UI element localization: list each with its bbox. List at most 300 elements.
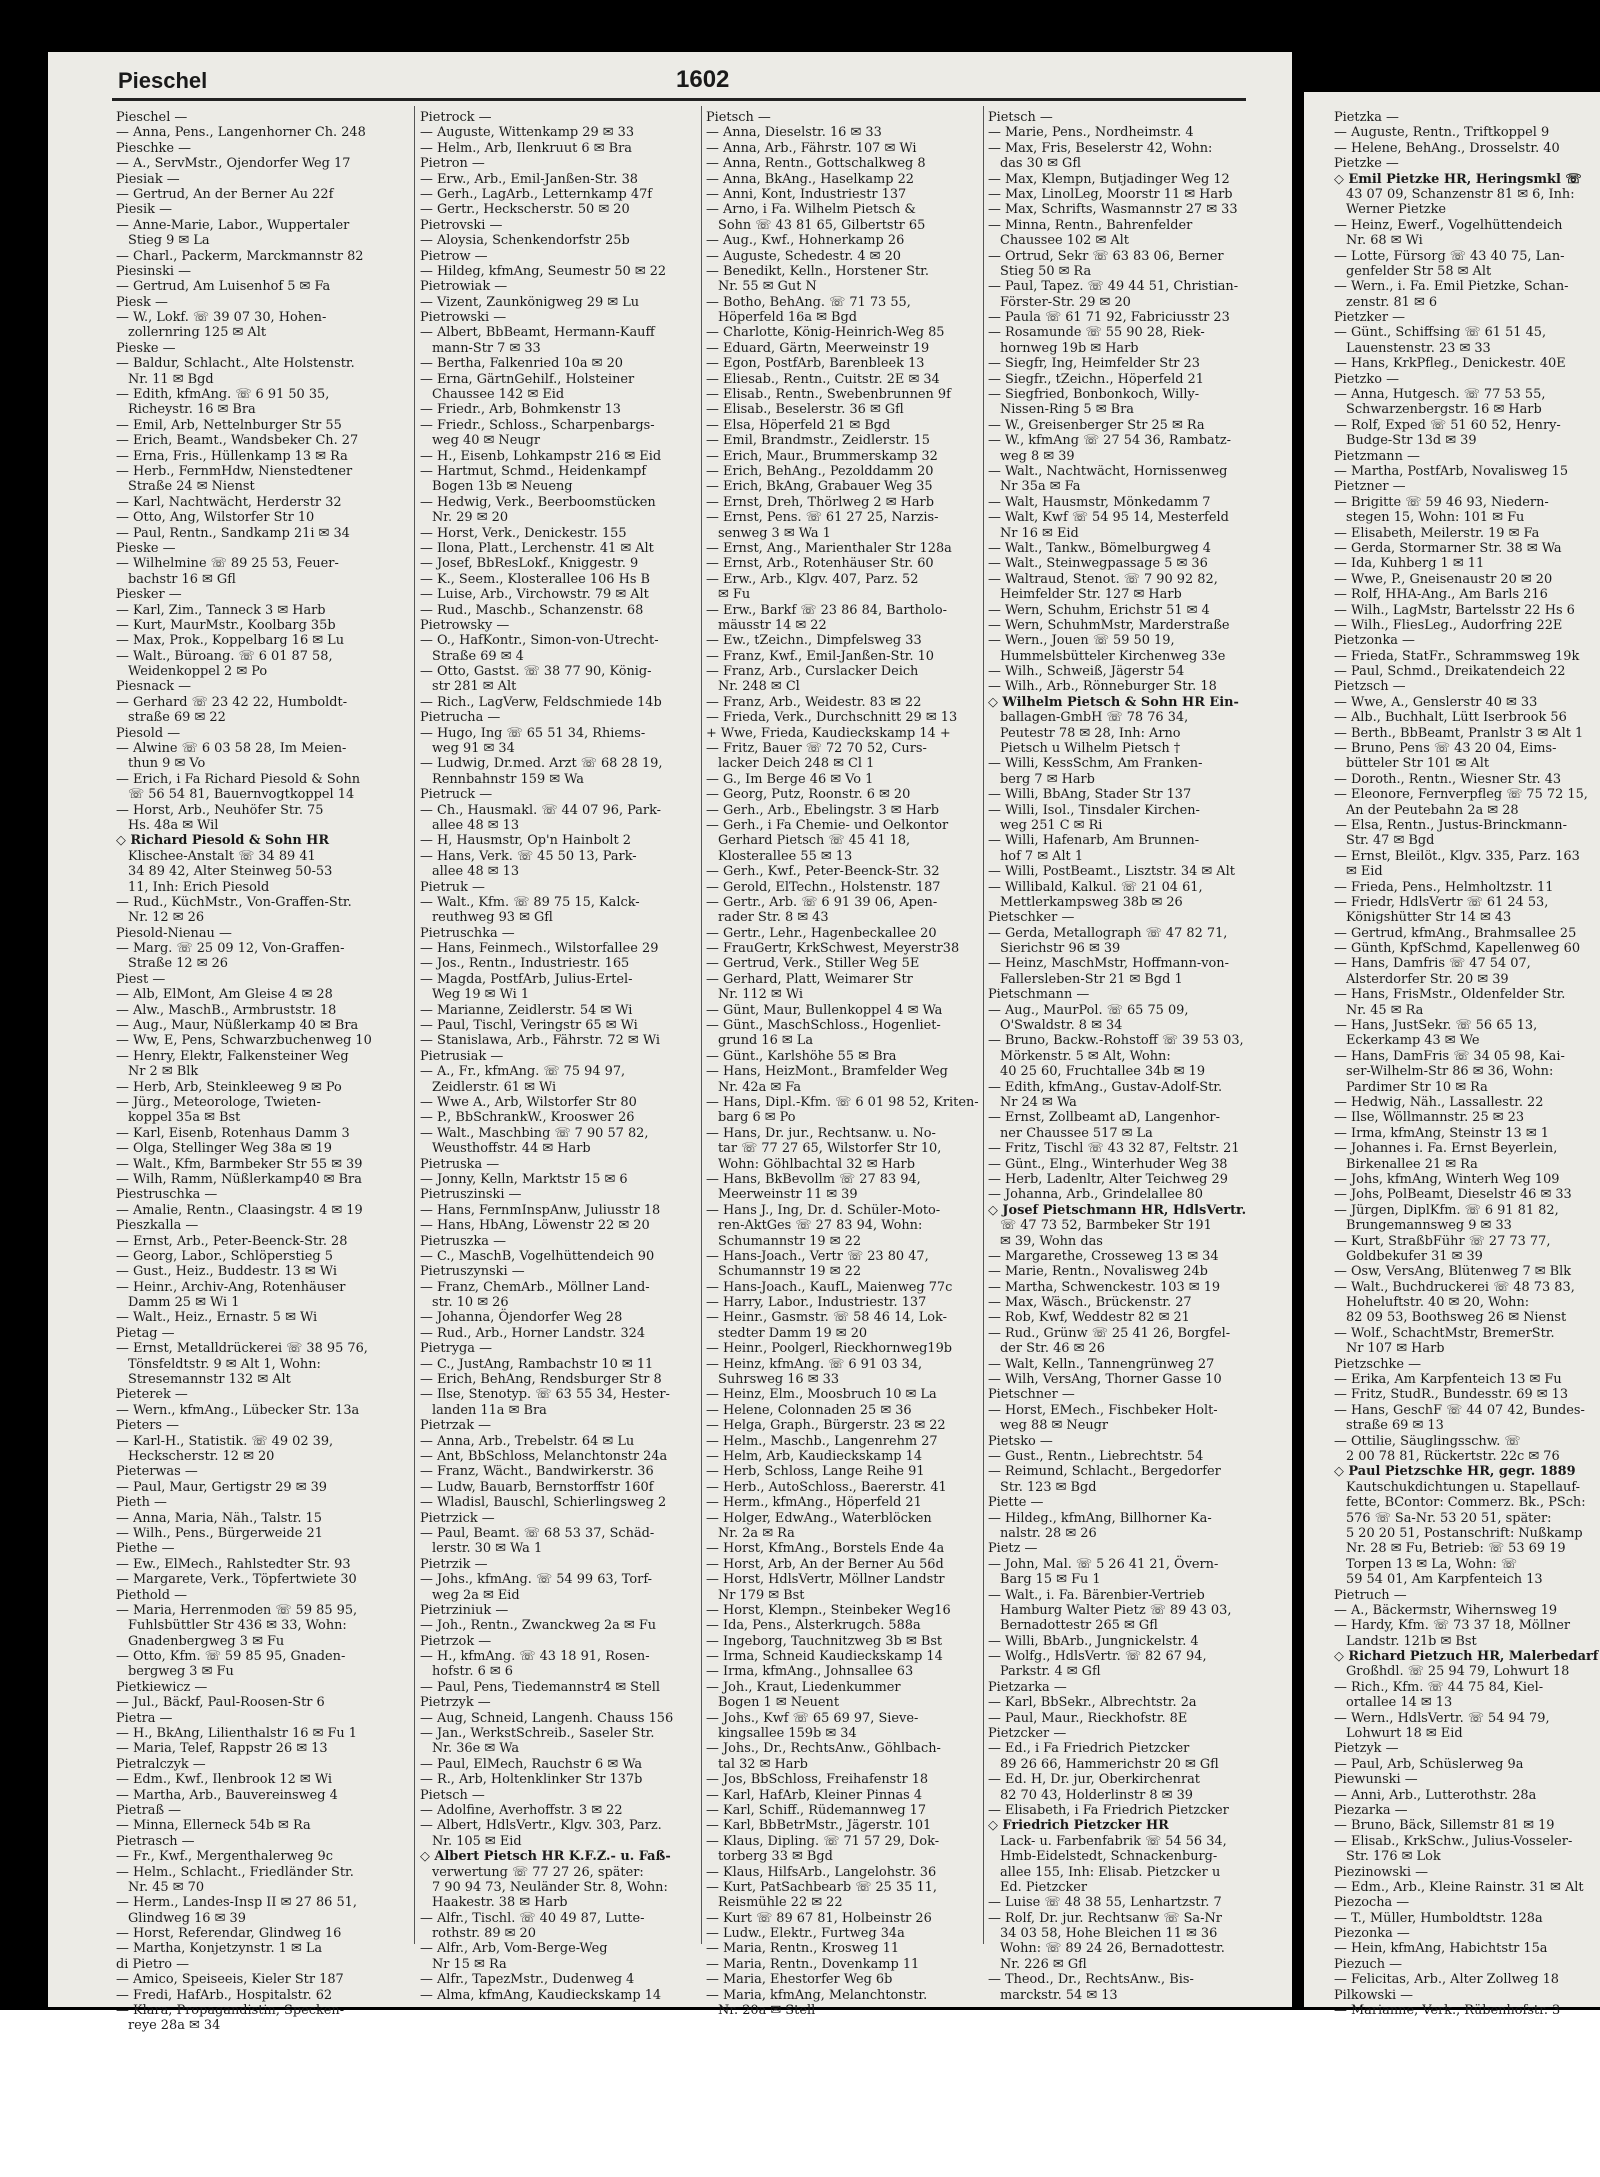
directory-entry-line: — Walt., Tankw., Bömelburgweg 4 [988,540,1211,556]
directory-column-5 [1334,110,1599,2019]
directory-entry-line: — W., Greisenberger Str 25 ✉ Ra [988,417,1205,433]
directory-entry-line: allee 155, Inh: Elisab. Pietzcker u [1000,1864,1221,1880]
directory-entry-line: — Hans J., Ing, Dr. d. Schüler-Moto- [706,1202,941,1218]
directory-entry-line: kingsallee 159b ✉ 34 [718,1726,857,1742]
directory-entry-line: Mettlerkampsweg 38b ✉ 26 [1000,894,1183,910]
directory-entry-line: hof 7 ✉ Alt 1 [1000,848,1084,864]
directory-entry-line: — Klaus, Dipling. ☏ 71 57 29, Dok- [706,1833,940,1849]
directory-entry-line: Piewunski — [1334,1772,1418,1788]
directory-entry-line: weg 91 ✉ 34 [432,741,515,757]
directory-entry-line: — Karl, Eisenb, Rotenhaus Damm 3 [116,1125,350,1141]
directory-entry-line: — Rud., Grünw ☏ 25 41 26, Borgfel- [988,1325,1231,1341]
directory-entry-line: — Max, Klempn, Butjadinger Weg 12 [988,171,1230,187]
directory-entry-line: — Waltraud, Stenot. ☏ 7 90 92 82, [988,571,1218,587]
directory-entry-line: — Wern., Jouen ☏ 59 50 19, [988,633,1175,649]
directory-entry-line: — Franz, Arb., Weidestr. 83 ✉ 22 [706,694,922,710]
directory-entry-line: — Wern, SchuhmMstr, Marderstraße [988,617,1230,633]
directory-entry-line: Piesk — [116,294,168,310]
directory-entry-line: Piesik — [116,202,172,218]
directory-entry-line: 82 09 53, Boothsweg 26 ✉ Nienst [1346,1310,1567,1326]
directory-entry-line: Pietrzyk — [420,1695,491,1711]
directory-entry-line: straße 69 ✉ 22 [128,710,226,726]
directory-entry-line: — Margarete, Verk., Töpfertwiete 30 [116,1572,357,1588]
directory-entry-line: — Rich., LagVerw, Feldschmiede 14b [420,694,662,710]
directory-entry-line: Weidenkoppel 2 ✉ Po [128,664,268,680]
directory-entry-line: Nr. 68 ✉ Wi [1346,233,1423,249]
directory-entry-line: 7 90 94 73, Neuländer Str. 8, Wohn: [432,1879,668,1895]
directory-entry-line: — Anna, Rentn., Gottschalkweg 8 [706,156,926,172]
directory-entry-line: — Ilse, Stenotyp. ☏ 63 55 34, Hester- [420,1387,670,1403]
directory-entry-line: — Karl-H., Statistik. ☏ 49 02 39, [116,1433,334,1449]
directory-entry-line: — Günt., MaschSchloss., Hogenliet- [706,1018,941,1034]
directory-entry-line: Pietsko — [988,1433,1053,1449]
directory-entry-line: Richeystr. 16 ✉ Bra [128,402,256,418]
directory-entry-line: — Johs, PolBeamt, Dieselstr 46 ✉ 33 [1334,1187,1572,1203]
directory-entry-line: Hoheluftstr. 40 ✉ 20, Wohn: [1346,1295,1530,1311]
directory-entry-line: ballagen-GmbH ☏ 78 76 34, [1000,710,1189,726]
directory-entry-line: Königshütter Str 14 ✉ 43 [1346,910,1512,926]
directory-entry-line: reye 28a ✉ 34 [128,2018,221,2034]
directory-entry-line: — G., Im Berge 46 ✉ Vo 1 [706,771,874,787]
directory-entry-line: — Arno, i Fa. Wilhelm Pietsch & [706,202,916,218]
directory-entry-line: — Siegfr, Ing, Heimfelder Str 23 [988,356,1200,372]
directory-entry-line: Str. 123 ✉ Bgd [1000,1479,1097,1495]
directory-entry-line: — Eliesab., Rentn., Cuitstr. 2E ✉ 34 [706,371,940,387]
directory-entry-line: — Hartmut, Schmd., Heidenkampf [420,463,647,479]
directory-entry-line: bergweg 3 ✉ Fu [128,1664,234,1680]
directory-entry-line: Pietzke — [1334,156,1399,172]
directory-entry-line: barg 6 ✉ Po [718,1110,796,1126]
directory-entry-line: — Helm, Arb, Kaudieckskamp 14 [706,1448,923,1464]
directory-entry-line: — Ew., tZeichn., Dimpfelsweg 33 [706,633,922,649]
directory-entry-line: — Fritz, StudR., Bundesstr. 69 ✉ 13 [1334,1387,1569,1403]
directory-entry-line: — Walt, Kwf ☏ 54 95 14, Mesterfeld [988,510,1229,526]
directory-entry-line: — Rich., Kfm. ☏ 44 75 84, Kiel- [1334,1679,1544,1695]
directory-entry-line: Pietrasch — [116,1833,195,1849]
directory-entry-line: Mörkenstr. 5 ✉ Alt, Wohn: [1000,1048,1171,1064]
directory-entry-line: — Vizent, Zaunkönigweg 29 ✉ Lu [420,294,640,310]
directory-entry-line: Stresemannstr 132 ✉ Alt [128,1372,291,1388]
directory-entry-line: — Hedwig, Verk., Beerboomstücken [420,494,656,510]
directory-entry-line: — Helm., Arb, Ilenkruut 6 ✉ Bra [420,140,632,156]
directory-entry-line: Pieszkalla — [116,1218,199,1234]
directory-entry-line: — Erna, GärtnGehilf., Holsteiner [420,371,635,387]
directory-entry-line: Pietron — [420,156,485,172]
directory-entry-line: — Theod., Dr., RechtsAnw., Bis- [988,1972,1194,1988]
directory-entry-line: 89 26 66, Hammerichstr 20 ✉ Gfl [1000,1756,1219,1772]
directory-column-4 [988,110,1270,2003]
directory-entry-line: Nr. 12 ✉ 26 [128,910,205,926]
directory-entry-line: — Hein, kfmAng, Habichtstr 15a [1334,1941,1548,1957]
directory-entry-line: — Anna, Hutgesch. ☏ 77 53 55, [1334,387,1546,403]
directory-entry-line: Nr. 248 ✉ Cl [718,679,800,695]
directory-entry-line: — Wern., kfmAng., Lübecker Str. 13a [116,1402,360,1418]
directory-entry-line: Pietsch — [988,110,1053,125]
directory-entry-line: — Ilse, Wöllmannstr. 25 ✉ 23 [1334,1110,1525,1126]
directory-column-1 [116,110,398,2034]
directory-entry-line: Heimfelder Str. 127 ✉ Harb [1000,587,1182,603]
directory-entry-line: — Herm., kfmAng., Höperfeld 21 [706,1495,922,1511]
directory-entry-line: — Wilh., LagMstr, Bartelsstr 22 Hs 6 [1334,602,1575,618]
directory-entry-line: — Minna, Rentn., Bahrenfelder [988,217,1193,233]
directory-entry-line: — Paul, Rentn., Sandkamp 21i ✉ 34 [116,525,350,541]
directory-entry-line: — Helene, Colonnaden 25 ✉ 36 [706,1402,912,1418]
directory-entry-line: — Walt., Heiz., Ernastr. 5 ✉ Wi [116,1310,318,1326]
directory-entry-line: Bogen 13b ✉ Neueng [432,479,573,495]
directory-entry-line: — Hans, HbAng, Löwenstr 22 ✉ 20 [420,1218,650,1234]
directory-entry-line: — Amalie, Rentn., Claasingstr. 4 ✉ 19 [116,1202,363,1218]
directory-entry-line: — Herb., FernmHdw, Nienstedtener [116,463,353,479]
directory-entry-line: str. 10 ✉ 26 [432,1295,509,1311]
directory-entry-line: — Hildeg, kfmAng, Seumestr 50 ✉ 22 [420,263,667,279]
directory-entry-line: Pietrowski — [420,310,507,326]
directory-entry-line: Pietrow — [420,248,488,264]
directory-entry-line: — Max, Prok., Koppelbarg 16 ✉ Lu [116,633,345,649]
directory-entry-line: — Rosamunde ☏ 55 90 28, Riek- [988,325,1205,341]
directory-entry-line: das 30 ✉ Gfl [1000,156,1081,172]
directory-entry-line: Suhrsweg 16 ✉ 33 [718,1372,840,1388]
directory-entry-line: senweg 3 ✉ Wa 1 [718,525,831,541]
directory-entry-line: — Gertr., Heckscherstr. 50 ✉ 20 [420,202,630,218]
directory-entry-line: — Joh., Rentn., Zwanckweg 2a ✉ Fu [420,1618,657,1634]
directory-entry-line: — Günt., Elng., Winterhuder Weg 38 [988,1156,1228,1172]
directory-entry-line: — Anna, Arb., Trebelstr. 64 ✉ Lu [420,1433,635,1449]
directory-entry-line: Nr 107 ✉ Harb [1346,1341,1445,1357]
directory-entry-line: — Heinr., Poolgerl, Rieckhornweg19b [706,1341,953,1357]
directory-entry-line: Reismühle 22 ✉ 22 [718,1895,843,1911]
directory-entry-line: — Erich, i Fa Richard Piesold & Sohn [116,771,361,787]
directory-entry-line: — Martha, Konjetzynstr. 1 ✉ La [116,1941,323,1957]
directory-entry-line: — Hans-Joach., Vertr ☏ 23 80 47, [706,1248,929,1264]
directory-entry-line: — Otto, Ang, Wilstorfer Str 10 [116,510,315,526]
directory-entry-line: Pieske — [116,540,176,556]
directory-entry-line: — H., kfmAng. ☏ 43 18 91, Rosen- [420,1649,650,1665]
directory-entry-line: — Willi, PostBeamt., Lisztstr. 34 ✉ Alt [988,864,1235,880]
directory-entry-line: Pietrzick — [420,1510,495,1526]
directory-entry-line: — Rud., KüchMstr., Von-Graffen-Str. [116,894,352,910]
directory-entry-line: marckstr. 54 ✉ 13 [1000,1987,1118,2003]
directory-entry-line: lacker Deich 248 ✉ Cl 1 [718,756,875,772]
directory-entry-line: — Max, Schrifts, Wasmannstr 27 ✉ 33 [988,202,1238,218]
directory-entry-line: berg 7 ✉ Harb [1000,771,1095,787]
directory-entry-line: Budge-Str 13d ✉ 39 [1346,433,1477,449]
directory-entry-line: Goldbekufer 31 ✉ 39 [1346,1248,1483,1264]
directory-entry-line: — Bruno, Pens ☏ 43 20 04, Eims- [1334,741,1557,757]
directory-entry-line: Hmb-Eidelstedt, Schnackenburg- [1000,1849,1218,1865]
directory-entry-line: Nr. 36e ✉ Wa [432,1741,520,1757]
directory-entry-line: — Alb, ElMont, Am Gleise 4 ✉ 28 [116,987,333,1003]
directory-entry-line: — Edith, kfmAng. ☏ 6 91 50 35, [116,387,330,403]
directory-entry-line: — Hans, JustSekr. ☏ 56 65 13, [1334,1018,1538,1034]
directory-entry-line: der Str. 46 ✉ 26 [1000,1341,1105,1357]
directory-entry-line: Nr. 29 ✉ 20 [432,510,509,526]
directory-entry-line: Glindweg 16 ✉ 39 [128,1910,246,1926]
directory-entry-line: — Horst, Klempn., Steinbeker Weg16 [706,1602,951,1618]
directory-entry-line: Pietzonka — [1334,633,1415,649]
directory-entry-line: lerstr. 30 ✉ Wa 1 [432,1541,543,1557]
directory-entry-line: — Johs, kfmAng, Winterh Weg 109 [1334,1171,1560,1187]
directory-entry-line: — John, Mal. ☏ 5 26 41 21, Övern- [988,1556,1219,1572]
directory-entry-line: — H, Hausmstr, Op'n Hainbolt 2 [420,833,631,849]
directory-entry-line: — Paul, Schmd., Dreikatendeich 22 [1334,664,1566,680]
directory-entry-line: allee 48 ✉ 13 [432,864,520,880]
directory-entry-line: — Klaus, HilfsArb., Langelohstr. 36 [706,1864,937,1880]
directory-entry-line: Hamburg Walter Pietz ☏ 89 43 03, [1000,1602,1232,1618]
directory-entry-line: — Horst, HdlsVertr, Möllner Landstr [706,1572,945,1588]
directory-entry-line: hofstr. 6 ✉ 6 [432,1664,513,1680]
directory-entry-line: — Harry, Labor., Industriestr. 137 [706,1295,927,1311]
directory-entry-line: — Johannes i. Fa. Ernst Beyerlein, [1334,1141,1558,1157]
directory-column-2 [420,110,702,2003]
directory-entry-line: Klosterallee 55 ✉ 13 [718,848,853,864]
directory-entry-line: — Aug, Schneid, Langenh. Chauss 156 [420,1710,674,1726]
directory-entry-line: Pieschke — [116,140,191,156]
directory-entry-line: — Walt, Kelln., Tannengrünweg 27 [988,1356,1215,1372]
directory-entry-line: Peutestr 78 ✉ 28, Inh: Arno [1000,725,1181,741]
directory-entry-line: koppel 35a ✉ Bst [128,1110,241,1126]
directory-entry-line: — Erw., Arb., Klgv. 407, Parz. 52 [706,571,919,587]
directory-entry-line: — Gerh., Arb., Ebelingstr. 3 ✉ Harb [706,802,940,818]
directory-entry-line: nalstr. 28 ✉ 26 [1000,1525,1097,1541]
directory-entry-line: — Wilhelmine ☏ 89 25 53, Feuer- [116,556,339,572]
directory-entry-line: — Doroth., Rentn., Wiesner Str. 43 [1334,771,1562,787]
directory-entry-line: Stieg 9 ✉ La [128,233,210,249]
directory-entry-line: — Ernst, Arb., Peter-Beenck-Str. 28 [116,1233,348,1249]
directory-entry-line: Pietruch — [1334,1587,1407,1603]
directory-entry-line: Wohn: ☏ 89 24 26, Bernadottestr. [1000,1941,1225,1957]
directory-entry-line: Pietsch u Wilhelm Pietsch † [1000,741,1181,757]
directory-entry-line: Tönsfeldtstr. 9 ✉ Alt 1, Wohn: [128,1356,321,1372]
directory-entry-line: — Fr., Kwf., Mergenthalerweg 9c [116,1849,333,1865]
directory-entry-line: Pieterek — [116,1387,188,1403]
directory-entry-line: rothstr. 89 ✉ 20 [432,1926,536,1942]
directory-entry-line: — Osw, VersAng, Blütenweg 7 ✉ Blk [1334,1264,1572,1280]
directory-entry-line: Pietsch — [420,1787,485,1803]
directory-entry-line: Lauenstenstr. 23 ✉ 33 [1346,340,1491,356]
directory-entry-line: — Erich, Maur., Brummerskamp 32 [706,448,938,464]
directory-entry-line: Klischee-Anstalt ☏ 34 89 41 [128,848,316,864]
directory-entry-line: — Kurt, StraßbFühr ☏ 27 73 77, [1334,1233,1551,1249]
directory-entry-line: Chaussee 142 ✉ Eid [432,387,565,403]
directory-entry-line: An der Peutebahn 2a ✉ 28 [1346,802,1519,818]
directory-entry-line: — Elsa, Rentn., Justus-Brinckmann- [1334,817,1567,833]
directory-entry-line: — Anna, Arb., Fährstr. 107 ✉ Wi [706,140,917,156]
directory-entry-line: — Erw., Arb., Emil-Janßen-Str. 38 [420,171,639,187]
directory-entry-line: — Anni, Arb., Lutterothstr. 28a [1334,1787,1537,1803]
directory-entry-line: — Ed., i Fa Friedrich Pietzcker [988,1741,1190,1757]
directory-entry-line: — Felicitas, Arb., Alter Zollweg 18 [1334,1972,1560,1988]
directory-entry-line: Brungemannsweg 9 ✉ 33 [1346,1218,1512,1234]
directory-entry-line: Pietz — [988,1541,1038,1557]
directory-entry-line: — Henry, Elektr, Falkensteiner Weg [116,1048,349,1064]
directory-entry-line: — Heinr., Archiv-Ang, Rotenhäuser [116,1279,346,1295]
directory-entry-line: — Jürg., Meteorologe, Twieten- [116,1095,321,1110]
directory-entry-line: — Paul, ElMech, Rauchstr 6 ✉ Wa [420,1756,643,1772]
directory-entry-line: — Johs., Kwf ☏ 65 69 97, Sieve- [706,1710,919,1726]
directory-entry-line: — Horst, Arb., Neuhöfer Str. 75 [116,802,324,818]
directory-entry-line: Meerweinstr 11 ✉ 39 [718,1187,858,1203]
directory-entry-line: ◇ Richard Piesold & Sohn HR [116,833,330,849]
directory-entry-line: — Joh., Kraut, Liedenkummer [706,1679,901,1695]
directory-entry-line: Straße 69 ✉ 4 [432,648,524,664]
directory-entry-line: — Anni, Kont, Industriestr 137 [706,186,907,202]
directory-entry-line: ✉ Fu [718,587,751,603]
directory-entry-line: — Heinz, kfmAng. ☏ 6 91 03 34, [706,1356,923,1372]
directory-entry-line: — Frieda, Verk., Durchschnitt 29 ✉ 13 [706,710,958,726]
directory-entry-line: weg 8 ✉ 39 [1000,448,1075,464]
directory-entry-line: Pietra — [116,1710,173,1726]
directory-entry-line: Piezocha — [1334,1895,1410,1911]
directory-entry-line: — Adolfine, Averhoffstr. 3 ✉ 22 [420,1802,623,1818]
directory-entry-line: — Franz, ChemArb., Möllner Land- [420,1279,650,1295]
directory-entry-line: — C., MaschB, Vogelhüttendeich 90 [420,1248,655,1264]
directory-entry-line: — Ernst, Dreh, Thörlweg 2 ✉ Harb [706,494,934,510]
directory-entry-line: — Brigitte ☏ 59 46 93, Niedern- [1334,494,1549,510]
directory-entry-line: — Gertrud, kfmAng., Brahmsallee 25 [1334,925,1577,941]
directory-entry-line: — Karl, HafArb, Kleiner Pinnas 4 [706,1787,923,1803]
directory-entry-line: — Karl, Schiff., Rüdemannweg 17 [706,1802,927,1818]
directory-entry-line: — Jan., WerkstSchreib., Saseler Str. [420,1726,655,1742]
directory-entry-line: Nr 16 ✉ Eid [1000,525,1079,541]
directory-entry-line: — C., JustAng, Rambachstr 10 ✉ 11 [420,1356,654,1372]
directory-entry-line: — Walt., Nachtwächt, Hornissenweg [988,463,1228,479]
directory-entry-line: Nr. 226 ✉ Gfl [1000,1956,1087,1972]
directory-entry-line: ◇ Richard Pietzuch HR, Malerbedarf [1334,1649,1599,1665]
directory-entry-line: — Paul, Maur., Rieckhofstr. 8E [988,1710,1188,1726]
directory-entry-line: — Margarethe, Crosseweg 13 ✉ 34 [988,1248,1219,1264]
directory-entry-line: rader Str. 8 ✉ 43 [718,910,829,926]
directory-entry-line: — Horst, Arb, An der Berner Au 56d [706,1556,944,1572]
directory-entry-line: Schumannstr 19 ✉ 22 [718,1264,862,1280]
directory-entry-line: ◇ Wilhelm Pietsch & Sohn HR Ein- [988,694,1239,710]
directory-entry-line: Pietruszka — [420,1233,506,1249]
directory-entry-line: — Amico, Speiseeis, Kieler Str 187 [116,1972,344,1988]
directory-entry-line: — Franz, Kwf., Emil-Janßen-Str. 10 [706,648,934,664]
directory-entry-line: — Helene, BehAng., Drosselstr. 40 [1334,140,1560,156]
directory-entry-line: — Siegfr., tZeichn., Höperfeld 21 [988,371,1204,387]
directory-entry-line: — Wladisl, Bauschl, Schierlingsweg 2 [420,1495,667,1511]
directory-entry-line: Nr. 2a ✉ Ra [718,1525,795,1541]
directory-entry-line: — Heinz, Ewerf., Vogelhüttendeich [1334,217,1563,233]
directory-entry-line: Nr 15 ✉ Ra [432,1956,507,1972]
directory-entry-line: Pietzka — [1334,110,1399,125]
directory-entry-line: Nr. 11 ✉ Bgd [128,371,214,387]
directory-entry-line: — Jos, BbSchloss, Freihafenstr 18 [706,1772,929,1788]
directory-entry-line: — Fritz, Tischl ☏ 43 32 87, Feltstr. 21 [988,1141,1240,1157]
directory-entry-line: — Hedwig, Näh., Lassallestr. 22 [1334,1095,1544,1110]
directory-entry-line: — Rob, Kwf, Weddestr 82 ✉ 21 [988,1310,1190,1326]
directory-entry-line: — Siegfried, Bonbonkoch, Willy- [988,387,1200,403]
directory-entry-line: — Wern., HdlsVertr. ☏ 54 94 79, [1334,1710,1550,1726]
directory-entry-line: — Rolf, Exped ☏ 51 60 52, Henry- [1334,417,1561,433]
directory-entry-line: — Martha, Schwenckestr. 103 ✉ 19 [988,1279,1221,1295]
directory-entry-line: Höperfeld 16a ✉ Bgd [718,310,857,326]
directory-entry-line: — Gust., Heiz., Buddestr. 13 ✉ Wi [116,1264,337,1280]
directory-entry-line: — Wolf., SchachtMstr, BremerStr. [1334,1325,1555,1341]
directory-entry-line: Nr 2 ✉ Blk [128,1064,199,1080]
directory-entry-line: Torpen 13 ✉ La, Wohn: ☏ [1346,1556,1517,1572]
directory-entry-line: Piesiak — [116,171,180,187]
directory-entry-line: Nissen-Ring 5 ✉ Bra [1000,402,1134,418]
directory-entry-line: — Marianne, Zeidlerstr. 54 ✉ Wi [420,1002,633,1018]
directory-entry-line: — Jul., Bäckf, Paul-Roosen-Str 6 [116,1695,325,1711]
directory-entry-line: — Günt., Karlshöhe 55 ✉ Bra [706,1048,897,1064]
directory-entry-line: Fallersleben-Str 21 ✉ Bgd 1 [1000,971,1183,987]
directory-entry-line: — Ilona, Platt., Lerchenstr. 41 ✉ Alt [420,540,654,556]
directory-entry-line: — A., ServMstr., Ojendorfer Weg 17 [116,156,351,172]
directory-entry-line: — Bruno, Bäck, Sillemstr 81 ✉ 19 [1334,1818,1555,1834]
directory-entry-line: — Herb., AutoSchloss., Baererstr. 41 [706,1479,947,1495]
directory-entry-line: — Willi, KessSchm, Am Franken- [988,756,1203,772]
directory-entry-line: — Rud., Arb., Horner Landstr. 324 [420,1325,646,1341]
directory-entry-line: — Max, Wäsch., Brückenstr. 27 [988,1295,1192,1311]
directory-entry-line: ortallee 14 ✉ 13 [1346,1695,1453,1711]
directory-entry-line: Damm 25 ✉ Wi 1 [128,1295,240,1311]
directory-entry-line: ren-AktGes ☏ 27 83 94, Wohn: [718,1218,923,1234]
directory-entry-line: Pietruck — [420,787,493,803]
directory-entry-line: — Alfr., Tischl. ☏ 40 49 87, Lutte- [420,1910,645,1926]
directory-entry-line: Pietschner — [988,1387,1075,1403]
directory-entry-line: O'Swaldstr. 8 ✉ 34 [1000,1018,1123,1034]
directory-entry-line: — Heinz, MaschMstr, Hoffmann-von- [988,956,1229,972]
directory-entry-line: Pietruk — [420,879,485,895]
directory-entry-line: stegen 15, Wohn: 101 ✉ Fu [1346,510,1525,526]
directory-entry-line: — Walt., i. Fa. Bärenbier-Vertrieb [988,1587,1205,1603]
directory-entry-line: — Anna, Maria, Näh., Talstr. 15 [116,1510,322,1526]
directory-entry-line: — Ottilie, Säuglingsschw. ☏ [1334,1433,1521,1449]
directory-entry-line: genfelder Str 58 ✉ Alt [1346,263,1492,279]
directory-entry-line: — Reimund, Schlacht., Bergedorfer [988,1464,1221,1480]
directory-entry-line: Pietryga — [420,1341,492,1357]
directory-entry-line: — Elsa, Höperfeld 21 ✉ Bgd [706,417,891,433]
directory-entry-line: — Johs., Dr., RechtsAnw., Göhlbach- [706,1741,941,1757]
directory-entry-line: — Friedr, HdlsVertr ☏ 61 24 53, [1334,894,1549,910]
directory-entry-line: — Ernst, Metalldrückerei ☏ 38 95 76, [116,1341,368,1357]
directory-entry-line: — Holger, EdwAng., Waterblöcken [706,1510,932,1526]
directory-entry-line: — Gerda, Stormarner Str. 38 ✉ Wa [1334,540,1562,556]
directory-entry-line: — Ida, Pens., Alsterkrugch. 588a [706,1618,921,1634]
directory-entry-line: — Ch., Hausmakl. ☏ 44 07 96, Park- [420,802,662,818]
directory-entry-line: Piesold-Nienau — [116,925,232,941]
directory-entry-line: — Bertha, Falkenried 10a ✉ 20 [420,356,623,372]
directory-entry-line: — Fredi, HafArb., Hospitalstr. 62 [116,1987,333,2003]
directory-entry-line: — Marie, Rentn., Novalisweg 24b [988,1264,1208,1280]
directory-entry-line: Pietrzok — [420,1633,492,1649]
directory-entry-line: — Fritz, Bauer ☏ 72 70 52, Curs- [706,741,927,757]
directory-entry-line: Birkenallee 21 ✉ Ra [1346,1156,1478,1172]
directory-entry-line: — Ernst, Pens. ☏ 61 27 25, Narzis- [706,510,939,526]
directory-entry-line: ◇ Josef Pietschmann HR, HdlsVertr. [988,1202,1247,1218]
directory-entry-line: Gnadenbergweg 3 ✉ Fu [128,1633,285,1649]
directory-entry-line: — Ernst, Zollbeamt aD, Langenhor- [988,1110,1220,1126]
directory-entry-line: — Paula ☏ 61 71 92, Fabriciusstr 23 [988,310,1230,326]
directory-entry-line: — Walt., Maschbing ☏ 7 90 57 82, [420,1125,649,1141]
directory-entry-line: — Ed. H, Dr. jur, Oberkirchenrat [988,1772,1200,1788]
directory-entry-line: — Paul, Arb, Schüslerweg 9a [1334,1756,1524,1772]
directory-entry-line: — Auguste, Schedestr. 4 ✉ 20 [706,248,901,264]
directory-entry-line: fette, BContor: Commerz. Bk., PSch: [1346,1495,1586,1511]
directory-entry-line: — Horst, EMech., Fischbeker Holt- [988,1402,1218,1418]
directory-entry-line: — Walt., Steinwegpassage 5 ✉ 36 [988,556,1208,572]
directory-entry-line: — Aug., Maur, Nüßlerkamp 40 ✉ Bra [116,1018,359,1034]
directory-entry-line: — Heinr., Gasmstr. ☏ 58 46 14, Lok- [706,1310,947,1326]
directory-entry-line: 34 03 58, Hohe Bleichen 11 ✉ 36 [1000,1926,1218,1942]
directory-entry-line: — Wilh., Pens., Bürgerweide 21 [116,1525,323,1541]
directory-entry-line: Fuhlsbüttler Str 436 ✉ 33, Wohn: [128,1618,347,1634]
directory-entry-line: — Wern, Schuhm, Erichstr 51 ✉ 4 [988,602,1210,618]
directory-entry-line: Pietrziniuk — [420,1602,509,1618]
directory-entry-line: — Emil, Arb, Nettelnburger Str 55 [116,417,342,433]
